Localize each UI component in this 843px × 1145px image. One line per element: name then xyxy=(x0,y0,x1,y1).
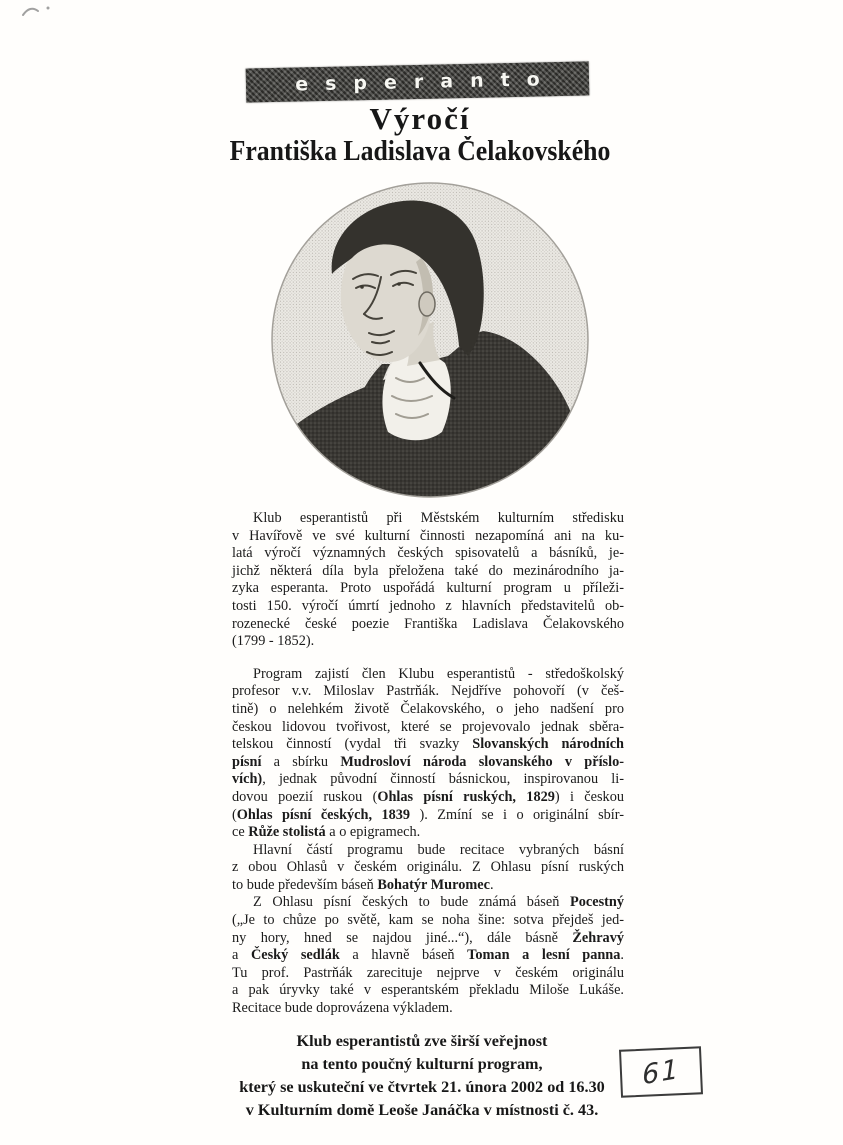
text-segment: , jednak původní činností básnickou, inspirovanou li- xyxy=(262,771,624,788)
text-line xyxy=(232,754,624,772)
text-segment: českou lidovou tvořivost, které se projevovalo jednak sběra- xyxy=(232,718,624,735)
text-line xyxy=(232,719,624,737)
text-segment: Slovanských národních xyxy=(472,736,624,753)
text-line xyxy=(232,510,624,528)
text-segment: a xyxy=(232,947,251,964)
footer-line-1: Klub esperantistů zve širší veřejnost xyxy=(296,1032,548,1050)
text-line xyxy=(232,616,624,634)
text-segment: Ohlas písní ruských, 1829 xyxy=(377,788,555,805)
article-title-line1: Výročí xyxy=(369,101,471,136)
text-line xyxy=(232,982,624,1000)
esperanto-banner xyxy=(246,61,590,102)
text-segment: Recitace bude doprovázena výkladem. xyxy=(232,1000,453,1017)
text-segment: Pocestný xyxy=(570,894,624,911)
text-segment: tině) o nelehkém životě Čelakovského, o jeho nadšení pro xyxy=(232,700,624,717)
text-line xyxy=(232,965,624,983)
footer-line-3: který se uskuteční ve čtvrtek 21. února 2002 od 16.30 xyxy=(239,1078,605,1096)
text-segment: písní xyxy=(232,753,262,770)
paragraph-poems xyxy=(232,894,624,1017)
text-line xyxy=(232,859,624,877)
text-line xyxy=(232,912,624,930)
text-segment: jichž některá díla byla přeložena také do mezinárodního ja- xyxy=(232,562,624,579)
text-line xyxy=(232,947,624,965)
text-line xyxy=(232,633,624,651)
text-line xyxy=(232,789,624,807)
text-segment: Žehravý xyxy=(572,929,624,946)
text-segment: vích) xyxy=(232,771,263,788)
text-line xyxy=(232,666,624,684)
text-line xyxy=(232,545,624,563)
text-line xyxy=(232,894,624,912)
text-segment: Tu prof. Pastrňák zarecituje nejprve v českém originálu xyxy=(232,964,624,981)
text-line xyxy=(232,598,624,616)
text-segment: Bohatýr Muromec xyxy=(377,876,490,893)
text-segment: dovou poezií ruskou ( xyxy=(232,788,378,805)
handwritten-page-number: 61 xyxy=(641,1053,681,1091)
footer-line-4: v Kulturním domě Leoše Janáčka v místnosti č. 43. xyxy=(245,1101,599,1119)
text-segment: ce xyxy=(232,824,249,841)
text-segment: z obou Ohlasů v českém originálu. Z Ohlasu písní ruských xyxy=(232,859,624,876)
text-line xyxy=(232,683,624,701)
text-segment: a o epigramech. xyxy=(325,824,421,841)
footer-line-2: na tento poučný kulturní program, xyxy=(301,1055,543,1073)
text-segment: rozenecké české poezie Františka Ladislava Čelakovského xyxy=(232,615,624,632)
body-text xyxy=(232,510,624,1018)
portrait-image xyxy=(270,182,590,500)
text-line xyxy=(232,580,624,598)
text-segment: ). Zmíní se i o originální sbír- xyxy=(410,806,624,823)
text-segment: zyka esperanta. Proto uspořádá kulturní program u příleži- xyxy=(232,580,624,597)
scan-artifact xyxy=(20,2,60,20)
text-segment: a hlavně báseň xyxy=(339,947,468,964)
text-segment: Klub esperantistů při Městském kulturním středisku xyxy=(253,510,624,526)
text-line xyxy=(232,1000,624,1018)
paragraph-program xyxy=(232,666,624,842)
text-segment: ( xyxy=(232,806,237,823)
banner-label: esperanto xyxy=(295,68,557,96)
footer-invitation xyxy=(192,1030,652,1122)
page-number-box xyxy=(619,1046,703,1098)
text-segment: profesor v.v. Miloslav Pastrňák. Nejdříve pohovoří (v češ- xyxy=(232,683,624,700)
text-segment: a pak úryvky také v esperantském překladu Miloše Lukáše. xyxy=(232,982,624,999)
text-segment: Z Ohlasu písní českých to bude známá báseň xyxy=(253,894,570,911)
text-segment: . xyxy=(489,876,494,893)
text-segment: a sbírku xyxy=(261,753,341,770)
text-segment: latá výročí významných českých spisovatelů a básníků, je- xyxy=(232,545,624,562)
text-segment: Mudrosloví národa slovanského v příslo- xyxy=(340,753,624,770)
text-line xyxy=(232,807,624,825)
text-segment: Hlavní částí programu bude recitace vybraných básní xyxy=(253,841,624,858)
text-segment: telskou činností (vydal tři svazky xyxy=(232,736,473,753)
text-segment: ) i českou xyxy=(554,788,624,805)
text-segment: Program zajistí člen Klubu esperantistů - středoškolský xyxy=(253,665,624,682)
text-segment: („Je to chůze po světě, kam se noha šine: sotva přejdeš jed- xyxy=(232,912,624,929)
text-segment: Toman a lesní panna xyxy=(467,947,621,964)
text-line xyxy=(232,930,624,948)
text-segment: (1799 - 1852). xyxy=(232,633,315,650)
paragraph-intro xyxy=(232,510,624,651)
paragraph-recitation xyxy=(232,842,624,895)
text-segment: Růže stolistá xyxy=(248,824,326,841)
text-line xyxy=(232,824,624,842)
text-segment: . xyxy=(620,947,624,964)
text-segment: Ohlas písní českých, 1839 xyxy=(236,806,411,823)
text-line xyxy=(232,528,624,546)
text-line xyxy=(232,563,624,581)
article-title-line2: Františka Ladislava Čelakovského xyxy=(229,136,611,167)
text-line xyxy=(232,877,624,895)
text-segment: tosti 150. výročí úmrtí jednoho z hlavních představitelů ob- xyxy=(232,597,624,614)
text-segment: v Havířově ve své kulturní činnosti nezapomíná ani na ku- xyxy=(232,527,624,544)
text-segment: to bude především báseň xyxy=(232,876,378,893)
text-segment: Český sedlák xyxy=(250,947,340,964)
text-segment: ny hory, hned se najdou jiné...“), dále básně xyxy=(232,929,573,946)
text-line xyxy=(232,771,624,789)
text-line xyxy=(232,736,624,754)
text-line xyxy=(232,701,624,719)
text-line xyxy=(232,842,624,860)
